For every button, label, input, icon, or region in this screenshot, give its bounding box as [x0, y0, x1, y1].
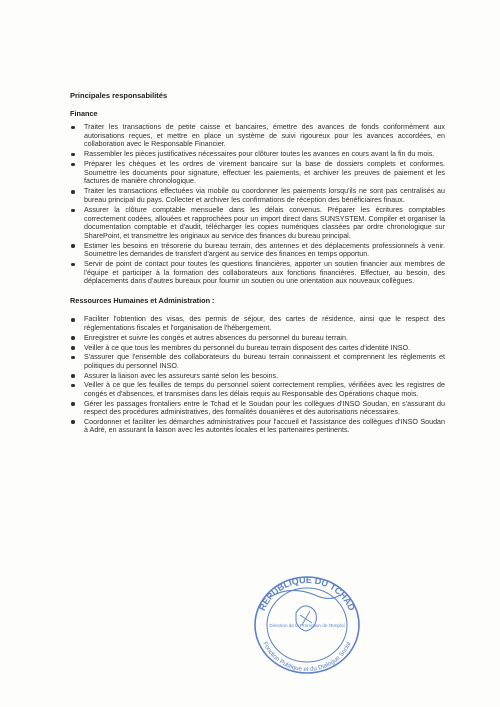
list-item: Coordonner et faciliter les démarches administratives pour l'accueil et l'assistance des collègues d'INSO Soudan à Adré, en assurant la liaison avec les autorités locales et les partenaires pertinents.	[70, 418, 445, 435]
list-item: Veiller à ce que tous les membres du personnel du bureau terrain disposent des cartes d'identité INSO.	[70, 344, 445, 353]
section-finance	[70, 110, 445, 286]
list-item: Assurer la liaison avec les assureurs santé selon les besoins.	[70, 372, 445, 381]
stamp-inner-text: Direction de la Promotion de l'Emploi	[269, 623, 345, 628]
stamp-ink	[255, 575, 359, 673]
section-title-finance: Finance	[70, 108, 98, 118]
stamp-outer-bottom-text: Fonction Publique et du Dialogue Social	[261, 640, 353, 674]
list-item: Enregistrer et suivre les congés et autres absences du personnel du bureau terrain.	[70, 334, 445, 343]
finance-list	[70, 123, 445, 286]
section-rh-admin	[70, 297, 445, 435]
list-item: Gérer les passages frontaliers entre le Tchad et le Soudan pour les collègues d'INSO Soudan, en s'assurant du respect des procédures administratives, des formalités douanières et des autorisations nécessaires.	[70, 400, 445, 417]
section-title-rh-admin: Ressources Humaines et Administration :	[70, 295, 215, 305]
list-item: Rassembler les pièces justificatives nécessaires pour clôturer toutes les avances en cours avant la fin du mois.	[70, 150, 445, 159]
list-item: Traiter les transactions de petite caisse et bancaires, émettre des avances de fonds conformément aux autorisations reçues, et mettre en place un système de suivi rigoureux pour les avances accordées, en collaboration avec le Responsable Financier.	[70, 123, 445, 149]
list-item: Estimer les besoins en trésorerie du bureau terrain, des antennes et des déplacements professionnels à venir. Soumettre les demandes de transfert d'argent au service des finances en temps opportun.	[70, 242, 445, 259]
stamp-outer-top-text: REPUBLIQUE DU TCHAD	[257, 574, 357, 613]
list-item: Veiller à ce que les feuilles de temps du personnel soient correctement remplies, vérifiées avec les registres de congés et d'absences, et transmises dans les délais requis au Responsable des Opérations chaque mois.	[70, 381, 445, 398]
document-heading: Principales responsabilités	[70, 91, 168, 100]
list-item: Assurer la clôture comptable mensuelle dans les délais convenus. Préparer les écritures comptables correctement codées, allouées et rapprochées pour un import direct dans SUNSYSTEM. Compiler et organiser la documentation comptable et d'audit, télécharger les copies numériques classées par ordre chronologique sur SharePoint, et transmettre les originaux au service des finances du bureau principal.	[70, 206, 445, 240]
list-item: S'assurer que l'ensemble des collaborateurs du bureau terrain connaissent et comprennent les règlements et politiques du personnel INSO.	[70, 353, 445, 370]
rh-admin-list	[70, 315, 445, 434]
official-stamp	[230, 555, 380, 680]
list-item: Faciliter l'obtention des visas, des permis de séjour, des cartes de résidence, ainsi que le respect des réglementations fiscales et l'organisation de l'hébergement.	[70, 315, 445, 332]
list-item: Traiter les transactions effectuées via mobile ou coordonner les paiements lorsqu'ils ne sont pas centralisés au bureau principal du pays. Collecter et archiver les confirmations de réception des bénéficiaires finaux.	[70, 187, 445, 204]
list-item: Préparer les chèques et les ordres de virement bancaire sur la base de dossiers complets et conformes. Soumettre les documents pour signature, effectuer les paiements, et archiver les preuves de paiement et les factures de manière chronologique.	[70, 160, 445, 186]
document-body	[70, 92, 445, 436]
list-item: Servir de point de contact pour toutes les questions financières, apporter un soutien financier aux membres de l'équipe et participer à la formation des collaborateurs aux fonctions financières. Effectuer, au besoin, des déplacements dans d'autres bureaux pour fournir un soutien ou une orientation aux nouveaux collègues.	[70, 260, 445, 286]
